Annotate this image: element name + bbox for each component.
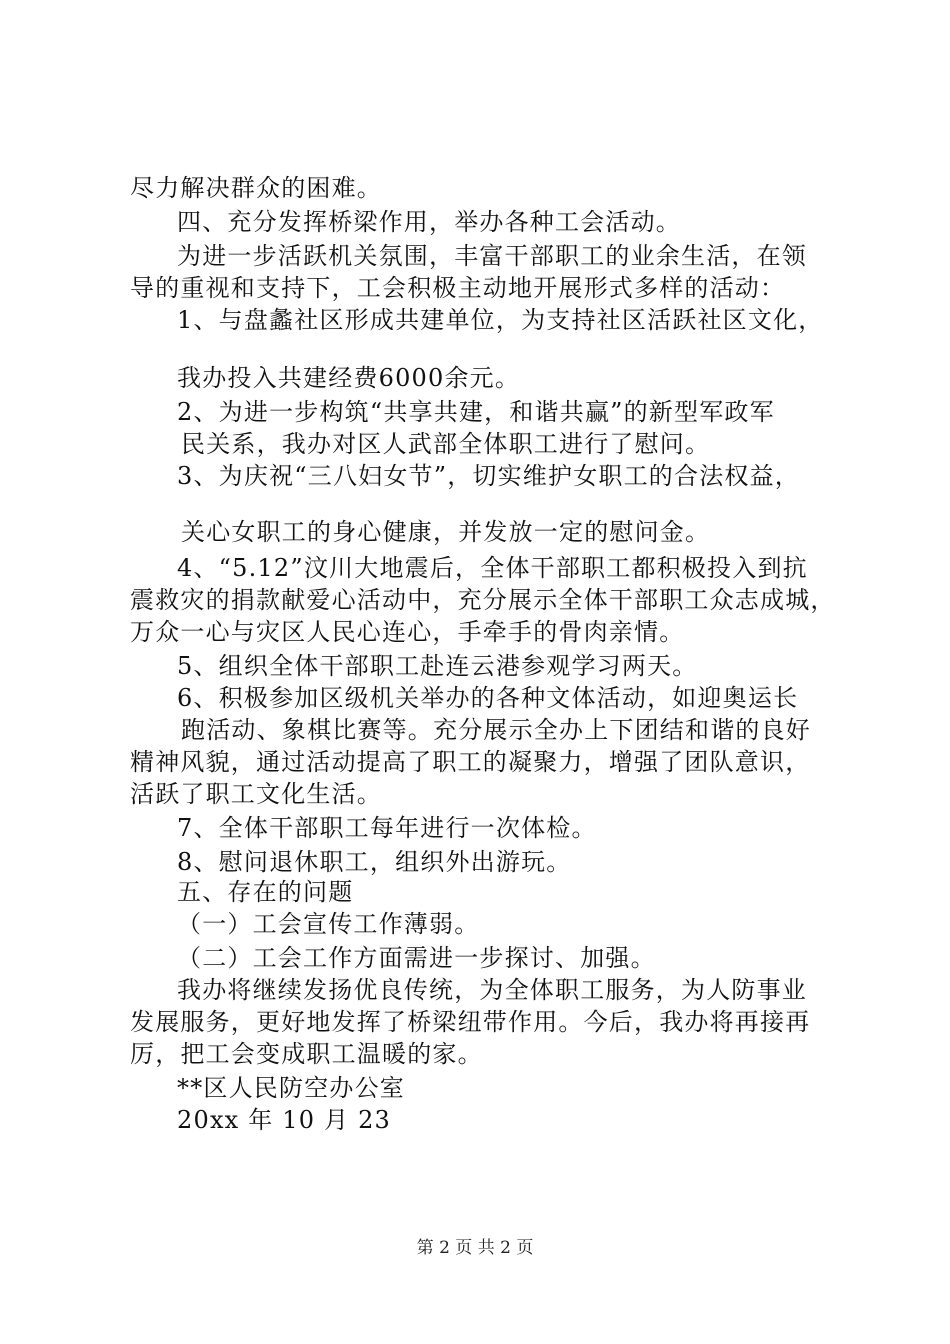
section-heading: 五、存在的问题: [177, 878, 354, 906]
text-line: 我办将继续发扬优良传统，为全体职工服务，为人防事业: [177, 976, 807, 1004]
text-line: 我办投入共建经费6000余元。: [177, 364, 521, 392]
list-item: （一）工会宣传工作薄弱。: [177, 910, 480, 938]
text-line: 关心女职工的身心健康，并发放一定的慰问金。: [181, 518, 711, 546]
text-line: 为进一步活跃机关氛围，丰富干部职工的业余生活，在领: [177, 242, 807, 270]
list-item: （二）工会工作方面需进一步探讨、加强。: [177, 944, 656, 972]
text-line: 精神风貌，通过活动提高了职工的凝聚力，增强了团队意识，: [130, 748, 811, 776]
signature-organization: **区人民防空办公室: [177, 1074, 405, 1102]
text-line: 厉，把工会变成职工温暖的家。: [130, 1040, 483, 1068]
text-line: 震救灾的捐款献爱心活动中，充分展示全体干部职工众志成城，: [130, 586, 836, 614]
text-line: 跑活动、象棋比赛等。充分展示全办上下团结和谐的良好: [181, 716, 811, 744]
text-line: 万众一心与灾区人民心连心，手牵手的骨肉亲情。: [130, 618, 685, 646]
list-item: 7、全体干部职工每年进行一次体检。: [177, 814, 597, 842]
list-item: 8、慰问退休职工，组织外出游玩。: [177, 848, 572, 876]
text-line: 民关系，我办对区人武部全体职工进行了慰问。: [181, 430, 711, 458]
list-item: 3、为庆祝“三八妇女节”，切实维护女职工的合法权益，: [177, 462, 801, 490]
text-line: 导的重视和支持下，工会积极主动地开展形式多样的活动：: [130, 274, 786, 302]
list-item: 2、为进一步构筑“共享共建，和谐共赢”的新型军政军: [177, 398, 775, 426]
signature-date: 20xx 年 10 月 23: [177, 1106, 392, 1134]
text-line: 活跃了职工文化生活。: [130, 780, 382, 808]
list-item: 4、“5.12”汶川大地震后，全体干部职工都积极投入到抗: [177, 554, 808, 582]
list-item: 6、积极参加区级机关举办的各种文体活动，如迎奥运长: [177, 684, 799, 712]
list-item: 1、与盘蠡社区形成共建单位，为支持社区活跃社区文化，: [177, 306, 824, 334]
page-number: 第 2 页 共 2 页: [416, 1238, 534, 1258]
section-heading: 四、充分发挥桥梁作用，举办各种工会活动。: [177, 208, 681, 236]
text-line: 尽力解决群众的困难。: [130, 174, 382, 202]
list-item: 5、组织全体干部职工赴连云港参观学习两天。: [177, 652, 698, 680]
text-line: 发展服务，更好地发挥了桥梁纽带作用。今后，我办将再接再: [130, 1008, 811, 1036]
